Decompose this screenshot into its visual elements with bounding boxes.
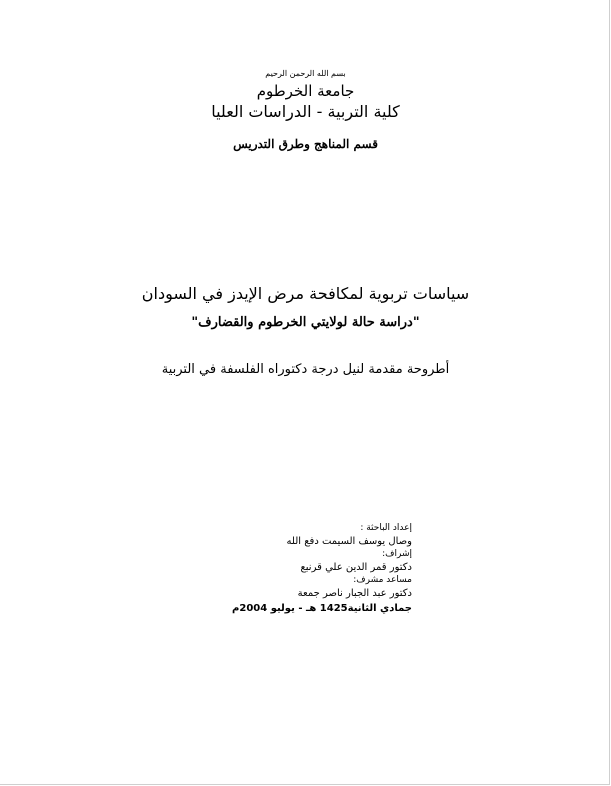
thesis-title: سياسات تربوية لمكافحة مرض الإيدز في السودان bbox=[141, 284, 470, 303]
college-name: كلية التربية - الدراسات العليا bbox=[211, 102, 400, 121]
thesis-statement: أطروحة مقدمة لنيل درجة دكتوراه الفلسفة في التربية bbox=[161, 362, 450, 377]
department-name: قسم المناهج وطرق التدريس bbox=[233, 137, 378, 151]
supervisor-name: دكتور قمر الدين علي قرنبع bbox=[300, 562, 412, 573]
thesis-subtitle: "دراسة حالة لولايتي الخرطوم والقضارف" bbox=[191, 315, 420, 330]
basmala: بسم الله الرحمن الرحيم bbox=[265, 69, 346, 78]
researcher-name: وصال يوسف السيمت دفع الله bbox=[286, 536, 412, 547]
submission-date: جمادي الثانية1425 هـ - يوليو 2004م bbox=[232, 603, 412, 614]
credits-block bbox=[0, 522, 412, 615]
co-supervisor-label: مساعد مشرف: bbox=[353, 575, 412, 585]
co-supervisor-name: دكتور عبد الجبار ناصر جمعة bbox=[297, 588, 412, 599]
supervisor-label: إشراف: bbox=[382, 549, 412, 559]
university-name: جامعة الخرطوم bbox=[256, 82, 355, 100]
prepared-by-label: إعداد الباحثة : bbox=[360, 523, 412, 533]
